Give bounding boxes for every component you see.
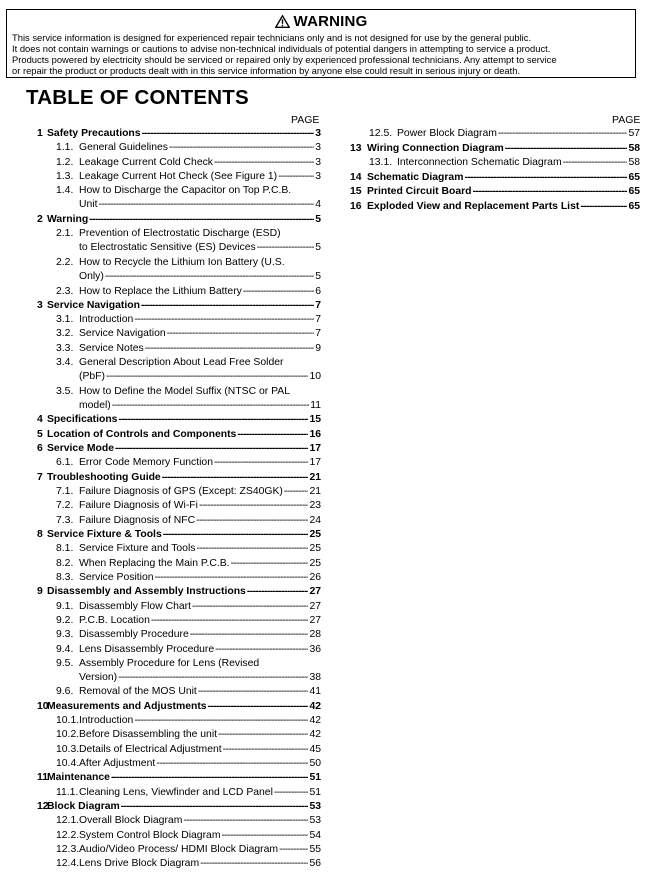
toc-entry-page: 15: [309, 414, 321, 426]
toc-title: TABLE OF CONTENTS: [26, 86, 249, 109]
toc-entry-number: 11.1.: [56, 786, 79, 798]
toc-entry-title: Leakage Current Cold Check: [79, 156, 213, 168]
toc-entry-number: 1.2.: [56, 156, 74, 168]
leader-dots: [198, 685, 309, 699]
toc-entry-page: 16: [309, 428, 321, 440]
toc-entry-page: 11: [310, 399, 321, 411]
toc-entry-page: 4: [315, 199, 321, 211]
toc-entry-title: General Description About Lead Free Solder: [79, 357, 284, 369]
toc-entry-title: Schematic Diagram: [367, 171, 464, 183]
toc-entry-page: 26: [309, 571, 321, 583]
toc-entry-number: 13: [350, 142, 362, 154]
leader-dots: [243, 285, 314, 299]
toc-entry-page: 7: [315, 328, 321, 340]
warning-text: [12, 32, 632, 76]
toc-entry-service-mode[interactable]: [37, 442, 321, 456]
toc-entry-page: 57: [628, 128, 640, 139]
toc-entry-printed-circuit-board[interactable]: [350, 185, 640, 199]
toc-entry-service-navigation[interactable]: [37, 299, 321, 313]
leader-dots: [580, 200, 627, 214]
toc-entry-page: 58: [628, 157, 640, 168]
toc-entry-title: Overall Block Diagram: [79, 815, 183, 827]
leader-dots: [115, 442, 308, 456]
warning-line: It does not contain warnings or cautions to advise non-technical individuals of potential dangers in attempting to service a product.: [12, 43, 551, 55]
toc-entry-title: How to Define the Model Suffix (NTSC or PAL: [79, 385, 290, 397]
toc-entry-title: P.C.B. Location: [79, 614, 150, 626]
toc-entry-number: 8.1.: [56, 543, 74, 555]
toc-entry-title: How to Replace the Lithium Battery: [79, 285, 242, 297]
leader-dots: [169, 141, 314, 155]
toc-entry-assembly-procedure-for-lens-revised[interactable]: [56, 657, 321, 685]
toc-entry-service-fixture-tools[interactable]: [37, 528, 321, 542]
warning-line: This service information is designed for experienced repair technicians only and is not designed for use by the general public.: [12, 32, 532, 43]
toc-entry-number: 7.3.: [56, 514, 74, 526]
leader-dots: [192, 600, 308, 614]
toc-entry-page: 45: [309, 743, 321, 755]
leader-dots: [505, 142, 628, 156]
toc-entry-title: Cleaning Lens, Viewfinder and LCD Panel: [79, 786, 273, 798]
toc-entry-title: How to Recycle the Lithium Ion Battery (U.S.: [79, 256, 285, 268]
toc-entry-title: Wiring Connection Diagram: [367, 142, 504, 154]
toc-entry-safety-precautions[interactable]: [37, 127, 321, 141]
toc-entry-number: 1.3.: [56, 170, 74, 182]
leader-dots: [464, 171, 627, 185]
leader-dots: [98, 198, 314, 212]
toc-entry-number: 6.1.: [56, 457, 74, 469]
toc-entry-number: 9.2.: [56, 614, 74, 626]
toc-entry-title: Service Fixture & Tools: [47, 528, 162, 540]
toc-entry-title: Block Diagram: [47, 801, 120, 813]
toc-entry-when-replacing-the-main-p-c-b[interactable]: [56, 557, 321, 571]
toc-entry-title: Removal of the MOS Unit: [79, 686, 197, 698]
toc-entry-number: 9.1.: [56, 600, 74, 612]
toc-entry-title-cont: Unit: [79, 199, 98, 211]
leader-dots: [142, 127, 315, 141]
toc-entry-cleaning-lens-viewfinder-and-lcd-panel[interactable]: [56, 786, 321, 800]
leader-dots: [473, 185, 628, 199]
leader-dots: [141, 299, 314, 313]
toc-entry-title: Failure Diagnosis of NFC: [79, 514, 196, 526]
toc-entry-title: Lens Disassembly Procedure: [79, 643, 215, 655]
warning-line: or repair the product or products dealt with in this service information by anyone else could result in serious injury or death.: [12, 65, 521, 77]
toc-entry-title: Introduction: [79, 715, 134, 727]
warning-title-text: WARNING: [293, 13, 368, 30]
toc-entry-page: 54: [309, 829, 321, 841]
toc-entry-page: 38: [309, 671, 321, 683]
toc-entry-block-diagram[interactable]: [37, 800, 321, 814]
toc-entry-page: 17: [309, 443, 321, 455]
toc-entry-service-notes[interactable]: [56, 342, 321, 356]
toc-entry-number: 5: [37, 428, 43, 440]
toc-entry-page: 21: [309, 486, 321, 497]
toc-entry-page: 42: [309, 729, 321, 741]
toc-entry-number: 3.3.: [56, 342, 74, 354]
toc-entry-page: 51: [309, 772, 321, 784]
toc-entry-number: 3.4.: [56, 357, 74, 369]
toc-entry-lens-drive-block-diagram[interactable]: [56, 857, 321, 871]
leader-dots: [105, 270, 314, 284]
toc-entry-number: 12.3.: [56, 844, 80, 855]
toc-entry-number: 9.3.: [56, 629, 74, 641]
toc-entry-number: 2.2.: [56, 256, 74, 268]
leader-dots: [167, 327, 315, 341]
toc-entry-failure-diagnosis-of-gps-except-zs40gk[interactable]: [56, 485, 321, 499]
toc-entry-number: 8.2.: [56, 557, 74, 569]
leader-dots: [223, 743, 309, 757]
toc-entry-number: 2: [37, 213, 43, 225]
toc-entry-number: 16: [350, 200, 362, 212]
toc-entry-number: 10.1.: [56, 715, 80, 727]
leader-dots: [106, 370, 308, 384]
toc-entry-page: 27: [309, 614, 321, 626]
leader-dots: [231, 557, 309, 571]
toc-entry-title: Audio/Video Process/ HDMI Block Diagram: [79, 844, 279, 855]
toc-entry-power-block-diagram[interactable]: [369, 127, 640, 141]
toc-entry-p-c-b-location[interactable]: [56, 614, 321, 628]
toc-entry-title: Service Navigation: [79, 328, 166, 340]
toc-entry-number: 1: [37, 128, 43, 139]
toc-entry-page: 65: [628, 186, 640, 197]
leader-dots: [163, 528, 309, 542]
toc-entry-title: Prevention of Electrostatic Discharge (ESD): [79, 228, 281, 240]
toc-entry-page: 65: [628, 171, 640, 183]
leader-dots: [151, 614, 309, 628]
toc-entry-page: 7: [315, 299, 321, 311]
toc-entry-how-to-recycle-the-lithium-ion-battery-u-s[interactable]: [56, 256, 321, 284]
warning-line: Products powered by electricity should be serviced or repaired only by experienced professional technicians. Any attempt to service: [12, 54, 557, 66]
toc-entry-how-to-define-the-model-suffix-ntsc-or-pal[interactable]: [56, 385, 321, 413]
toc-entry-page: 3: [315, 128, 321, 139]
toc-entry-title: Disassembly and Assembly Instructions: [47, 586, 246, 598]
toc-entry-title: Safety Precautions: [47, 128, 141, 139]
toc-entry-number: 8: [37, 528, 43, 540]
leader-dots: [190, 628, 309, 642]
toc-entry-number: 15: [350, 186, 362, 197]
toc-entry-page: 36: [309, 643, 321, 655]
toc-entry-number: 9.6.: [56, 686, 74, 698]
toc-entry-title: Measurements and Adjustments: [47, 700, 207, 712]
toc-entry-title: Interconnection Schematic Diagram: [397, 157, 562, 168]
toc-entry-wiring-connection-diagram[interactable]: [350, 142, 640, 156]
toc-entry-page: 25: [309, 543, 321, 555]
toc-entry-location-of-controls-and-components[interactable]: [37, 428, 321, 442]
toc-entry-page: 27: [309, 600, 321, 612]
toc-entry-title: Assembly Procedure for Lens (Revised: [79, 657, 260, 669]
toc-entry-leakage-current-cold-check[interactable]: [56, 156, 321, 170]
leader-dots: [118, 413, 308, 427]
toc-entry-general-guidelines[interactable]: [56, 141, 321, 155]
toc-entry-title: Printed Circuit Board: [367, 186, 472, 197]
toc-entry-number: 3.5.: [56, 385, 74, 397]
toc-entry-number: 9.4.: [56, 643, 74, 655]
toc-entry-title-cont: (PbF): [79, 371, 105, 383]
leader-dots: [214, 156, 314, 170]
toc-entry-number: 12.1.: [56, 815, 80, 827]
toc-entry-introduction[interactable]: [56, 313, 321, 327]
toc-entry-title: Disassembly Flow Chart: [79, 600, 192, 612]
toc-entry-title: Failure Diagnosis of Wi-Fi: [79, 500, 198, 512]
toc-entry-page: 53: [309, 801, 321, 813]
leader-dots: [215, 643, 308, 657]
toc-entry-removal-of-the-mos-unit[interactable]: [56, 685, 321, 699]
toc-entry-title-cont: Version): [79, 671, 118, 683]
toc-entry-prevention-of-electrostatic-discharge-esd[interactable]: [56, 227, 321, 255]
toc-entry-number: 8.3.: [56, 571, 74, 583]
toc-entry-page: 55: [309, 844, 321, 855]
leader-dots: [196, 542, 308, 556]
leader-dots: [118, 671, 308, 685]
toc-entry-lens-disassembly-procedure[interactable]: [56, 643, 321, 657]
toc-entry-number: 12: [37, 801, 49, 813]
toc-entry-title-cont: model): [79, 399, 111, 411]
toc-entry-title: Maintenance: [47, 772, 110, 784]
toc-entry-introduction[interactable]: [56, 714, 321, 728]
toc-entry-number: 7.1.: [56, 486, 74, 497]
toc-entry-number: 3: [37, 299, 43, 311]
toc-entry-page: 9: [315, 342, 321, 354]
toc-entry-number: 10.2.: [56, 729, 80, 741]
toc-entry-page: 25: [309, 557, 321, 569]
toc-entry-title: Before Disassembling the unit: [79, 729, 218, 741]
leader-dots: [199, 499, 308, 513]
toc-entry-title: Location of Controls and Components: [47, 428, 237, 440]
toc-entry-title-cont: to Electrostatic Sensitive (ES) Devices: [79, 242, 256, 254]
toc-entry-title: Lens Drive Block Diagram: [79, 858, 200, 870]
toc-entry-how-to-discharge-the-capacitor-on-top-p-c-b[interactable]: [56, 184, 321, 212]
toc-entry-title: Service Mode: [47, 443, 114, 455]
toc-entry-leakage-current-hot-check-see-figure-1[interactable]: [56, 170, 321, 184]
toc-entry-title: General Guidelines: [79, 142, 168, 154]
toc-entry-page: 56: [309, 858, 321, 870]
warning-triangle-icon: [275, 15, 290, 28]
leader-dots: [121, 800, 309, 814]
toc-entry-number: 1.1.: [56, 142, 74, 154]
toc-entry-page: 21: [309, 471, 321, 483]
leader-dots: [257, 241, 315, 255]
toc-entry-number: 12.5.: [369, 128, 393, 139]
toc-entry-title: When Replacing the Main P.C.B.: [79, 557, 230, 569]
toc-entry-number: 10: [37, 700, 49, 712]
toc-entry-page: 28: [309, 629, 321, 641]
toc-entry-title: Introduction: [79, 314, 134, 326]
leader-dots: [112, 399, 309, 413]
toc-entry-service-position[interactable]: [56, 571, 321, 585]
toc-entry-page: 24: [309, 514, 321, 526]
toc-entry-title: Service Navigation: [47, 299, 140, 311]
toc-entry-title: How to Discharge the Capacitor on Top P.C.B.: [79, 185, 292, 197]
leader-dots: [196, 514, 308, 528]
toc-entry-number: 7.2.: [56, 500, 74, 512]
toc-entry-number: 2.1.: [56, 228, 74, 240]
leader-dots: [218, 728, 308, 742]
toc-entry-page: 5: [315, 270, 321, 282]
leader-dots: [155, 571, 309, 585]
toc-entry-title: Error Code Memory Function: [79, 457, 213, 469]
toc-entry-exploded-view-and-replacement-parts-list[interactable]: [350, 200, 640, 214]
toc-entry-title: Warning: [47, 213, 89, 225]
toc-entry-title: Service Position: [79, 571, 154, 583]
toc-entry-page: 3: [315, 142, 321, 154]
toc-entry-system-control-block-diagram[interactable]: [56, 829, 321, 843]
toc-entry-after-adjustment[interactable]: [56, 757, 321, 771]
leader-dots: [214, 456, 308, 470]
page-column-label-right: PAGE: [612, 114, 641, 126]
toc-entry-page: 25: [309, 528, 321, 540]
toc-entry-title: Failure Diagnosis of GPS (Except: ZS40GK): [79, 486, 283, 497]
toc-entry-audio-video-process-hdmi-block-diagram[interactable]: [56, 843, 321, 857]
toc-entry-number: 7: [37, 471, 43, 483]
toc-entry-page: 3: [315, 156, 321, 168]
toc-entry-schematic-diagram[interactable]: [350, 171, 640, 185]
toc-entry-title: Troubleshooting Guide: [47, 471, 161, 483]
toc-entry-number: 1.4.: [56, 185, 74, 197]
toc-entry-page: 5: [315, 242, 321, 254]
toc-entry-title: Service Notes: [79, 342, 144, 354]
toc-entry-page: 17: [309, 457, 321, 469]
leader-dots: [162, 471, 309, 485]
leader-dots: [200, 857, 308, 871]
toc-entry-page: 41: [309, 686, 321, 698]
toc-entry-measurements-and-adjustments[interactable]: [37, 700, 321, 714]
leader-dots: [284, 485, 309, 499]
toc-entry-disassembly-flow-chart[interactable]: [56, 600, 321, 614]
toc-entry-number: 10.3.: [56, 743, 80, 755]
leader-dots: [278, 170, 314, 184]
leader-dots: [183, 814, 308, 828]
toc-entry-number: 2.3.: [56, 285, 74, 297]
toc-entry-page: 51: [309, 786, 321, 798]
toc-entry-before-disassembling-the-unit[interactable]: [56, 728, 321, 742]
leader-dots: [279, 843, 308, 857]
page-column-label-left: PAGE: [291, 114, 320, 126]
toc-entry-number: 11: [37, 772, 48, 784]
toc-entry-title: Details of Electrical Adjustment: [79, 743, 222, 755]
toc-entry-number: 3.1.: [56, 314, 74, 326]
toc-entry-title: Exploded View and Replacement Parts List: [367, 200, 580, 212]
toc-entry-title: After Adjustment: [79, 758, 156, 770]
leader-dots: [111, 771, 309, 785]
toc-entry-disassembly-and-assembly-instructions[interactable]: [37, 585, 321, 599]
toc-entry-page: 53: [309, 815, 321, 827]
leader-dots: [563, 156, 628, 170]
toc-entry-number: 14: [350, 171, 362, 183]
toc-entry-page: 65: [628, 200, 640, 212]
toc-entry-disassembly-procedure[interactable]: [56, 628, 321, 642]
warning-box: [6, 9, 636, 78]
toc-entry-maintenance[interactable]: [37, 771, 321, 785]
toc-entry-number: 12.2.: [56, 829, 80, 841]
leader-dots: [156, 757, 308, 771]
toc-entry-details-of-electrical-adjustment[interactable]: [56, 743, 321, 757]
toc-entry-troubleshooting-guide[interactable]: [37, 471, 321, 485]
leader-dots: [274, 786, 309, 800]
leader-dots: [498, 127, 628, 141]
toc-entry-page: 23: [309, 500, 321, 512]
toc-entry-number: 6: [37, 443, 43, 455]
toc-entry-error-code-memory-function[interactable]: [56, 456, 321, 470]
leader-dots: [208, 700, 309, 714]
leader-dots: [237, 428, 308, 442]
toc-entry-number: 9: [37, 586, 43, 598]
leader-dots: [145, 342, 315, 356]
toc-entry-service-navigation[interactable]: [56, 327, 321, 341]
toc-entry-number: 13.1.: [369, 157, 393, 168]
toc-entry-title: Leakage Current Hot Check (See Figure 1): [79, 170, 278, 182]
toc-entry-failure-diagnosis-of-wi-fi[interactable]: [56, 499, 321, 513]
toc-entry-page: 10: [309, 371, 321, 383]
toc-entry-title: Service Fixture and Tools: [79, 543, 196, 555]
toc-entry-number: 3.2.: [56, 328, 74, 340]
toc-entry-interconnection-schematic-diagram[interactable]: [369, 156, 640, 170]
leader-dots: [134, 714, 308, 728]
toc-entry-title: Disassembly Procedure: [79, 629, 189, 641]
toc-entry-title: Specifications: [47, 414, 118, 426]
toc-entry-number: 12.4.: [56, 858, 80, 870]
toc-entry-page: 6: [315, 285, 321, 297]
toc-entry-number: 4: [37, 414, 43, 426]
toc-entry-general-description-about-lead-free-solder[interactable]: [56, 356, 321, 384]
toc-entry-page: 27: [309, 586, 321, 598]
toc-entry-failure-diagnosis-of-nfc[interactable]: [56, 514, 321, 528]
toc-entry-specifications[interactable]: [37, 413, 321, 427]
toc-entry-number: 10.4.: [56, 758, 80, 770]
leader-dots: [89, 213, 314, 227]
toc-entry-page: 7: [315, 314, 321, 326]
toc-entry-how-to-replace-the-lithium-battery[interactable]: [56, 285, 321, 299]
leader-dots: [247, 585, 309, 599]
toc-entry-page: 42: [309, 715, 321, 727]
leader-dots: [221, 829, 308, 843]
toc-entry-page: 42: [309, 700, 321, 712]
toc-entry-overall-block-diagram[interactable]: [56, 814, 321, 828]
toc-entry-service-fixture-and-tools[interactable]: [56, 542, 321, 556]
toc-entry-title: System Control Block Diagram: [79, 829, 221, 841]
toc-entry-title-cont: Only): [79, 270, 104, 282]
toc-entry-number: 9.5.: [56, 657, 74, 669]
toc-entry-page: 50: [309, 758, 321, 770]
toc-entry-warning[interactable]: [37, 213, 321, 227]
toc-entry-page: 58: [628, 142, 640, 154]
leader-dots: [134, 313, 314, 327]
toc-entry-page: 5: [315, 213, 321, 225]
toc-entry-page: 3: [315, 170, 321, 182]
toc-entry-title: Power Block Diagram: [397, 128, 497, 139]
warning-title: [7, 13, 635, 30]
